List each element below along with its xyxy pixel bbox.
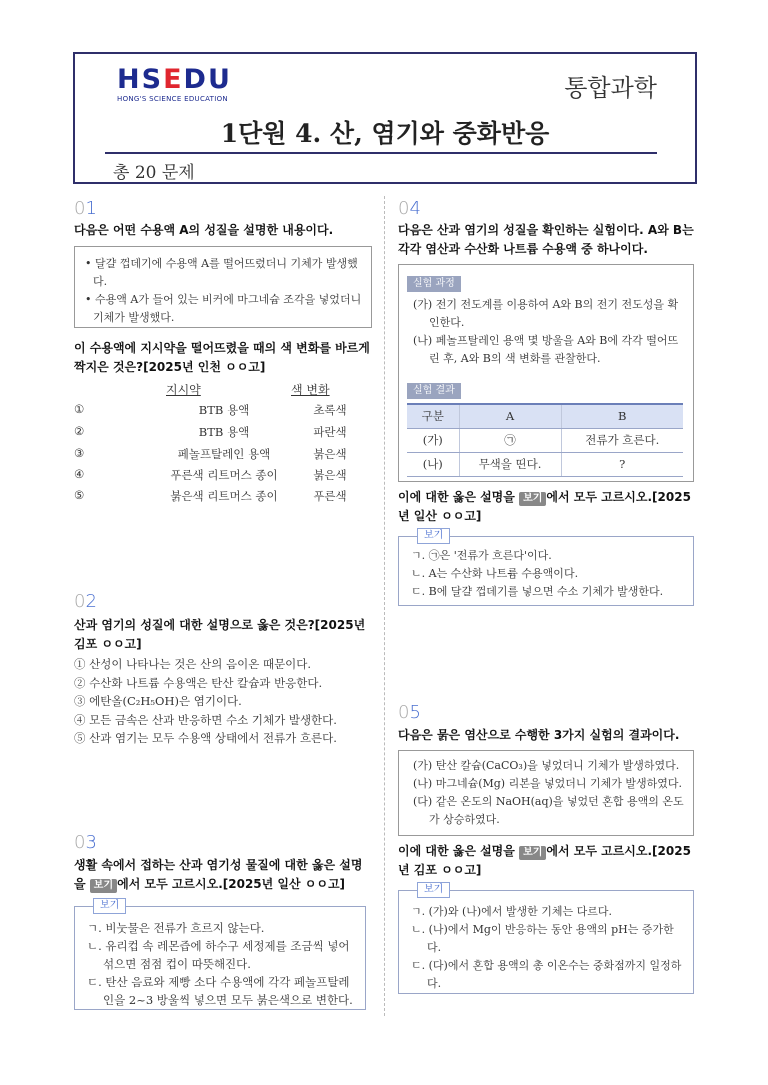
q4-bogi-item: ㄴ. A는 수산화 나트륨 수용액이다. (411, 567, 579, 580)
q5-question: 다음은 묽은 염산으로 수행한 3가지 실험의 결과이다. (398, 728, 680, 742)
q5-results-box (398, 750, 694, 836)
q4-question-2: 이에 대한 옳은 설명을 보기 에서 모두 고르시오.[2025년 일산 ㅇㅇ고] (398, 490, 691, 523)
process-step: (가) 전기 전도계를 이용하여 A와 B의 전기 전도성을 확인한다. (413, 298, 679, 329)
q4-experiment-box (398, 264, 694, 482)
q3-bogi-item: ㄱ. 비눗물은 전류가 흐르지 않는다. (87, 921, 265, 935)
q1-question: 다음은 어떤 수용액 A의 성질을 설명한 내용이다. (74, 223, 334, 237)
q5-bogi-box (398, 884, 694, 994)
header-divider (105, 152, 657, 154)
table-row: (나) 무색을 띤다. ? (407, 452, 683, 476)
q3-question: 생활 속에서 접하는 산과 염기성 물질에 대한 옳은 설명을 보기 에서 모두 고르시오.[2025년 일산 ㅇㅇ고] (74, 858, 363, 891)
q5-bogi-item: ㄴ. (나)에서 Mg이 반응하는 동안 용액의 pH는 증가한다. (411, 923, 674, 954)
question-number-01: 01 (74, 198, 97, 219)
q4-question: 다음은 산과 염기의 성질을 확인하는 실험이다. A와 B는 각각 염산과 수산화 나트륨 수용액 중 하나이다. (398, 223, 694, 256)
process-label: 실험 과정 (407, 276, 461, 292)
q1-bullet: • 수용액 A가 들어 있는 비커에 마그네슘 조각을 넣었더니 기체가 발생했다. (85, 293, 362, 324)
q5-question-2: 이에 대한 옳은 설명을 보기 에서 모두 고르시오.[2025년 김포 ㅇㅇ고] (398, 844, 691, 877)
table-header: A (459, 404, 561, 428)
logo-main: HSEDU (117, 64, 232, 95)
table-row: (가) ㉠ 전류가 흐른다. (407, 428, 683, 452)
bogi-badge: 보기 (90, 879, 117, 893)
question-number-05: 05 (398, 702, 421, 723)
q1-sub-question: 이 수용액에 지시약을 떨어뜨렸을 때의 색 변화를 바르게 짝지은 것은?[2025년 인천 ㅇㅇ고] (74, 341, 370, 374)
bogi-tag: 보기 (417, 882, 450, 898)
q3-bogi-item: ㄷ. 탄산 음료와 제빵 소다 수용액에 각각 페놀프탈레인을 2~3 방울씩 넣으면 모두 붉은색으로 변한다. (87, 975, 353, 1007)
question-number-03: 03 (74, 832, 97, 853)
column-divider (384, 196, 385, 1016)
question-number-04: 04 (398, 198, 421, 219)
header (73, 52, 697, 184)
q5-result: (다) 같은 온도의 NaOH(aq)을 넣었던 혼합 용액의 온도가 상승하였다. (413, 795, 684, 826)
bogi-badge: 보기 (519, 492, 546, 506)
result-table (407, 403, 683, 477)
q3-bogi-box (74, 900, 366, 1010)
q4-bogi-box (398, 530, 694, 606)
q2-options (74, 655, 374, 748)
q5-result: (나) 마그네슘(Mg) 리본을 넣었더니 기체가 발생하였다. (413, 777, 682, 790)
hsedu-logo (117, 66, 232, 103)
logo-sub: HONG'S SCIENCE EDUCATION (117, 95, 228, 103)
q2-option[interactable]: ① 산성이 나타나는 것은 산의 음이온 때문이다. (74, 657, 312, 671)
bogi-tag: 보기 (417, 528, 450, 544)
q5-bogi-item: ㄱ. (가)와 (나)에서 발생한 기체는 다르다. (411, 905, 613, 918)
col-indicator-header: 지시약 (166, 383, 201, 397)
bogi-badge: 보기 (519, 846, 546, 860)
table-header: B (561, 404, 683, 428)
q5-bogi-item: ㄷ. (다)에서 혼합 용액의 총 이온수는 중화점까지 일정하다. (411, 959, 682, 990)
col-color-header: 색 변화 (291, 383, 330, 397)
subject-title: 통합과학 (564, 74, 657, 102)
table-header: 구분 (407, 404, 459, 428)
q2-option[interactable]: ② 수산화 나트륨 수용액은 탄산 칼슘과 반응한다. (74, 675, 323, 690)
q2-option[interactable]: ③ 에탄올(C₂H₅OH)은 염기이다. (74, 694, 242, 708)
unit-title: 1단원 4. 산, 염기와 중화반응 (220, 119, 550, 148)
q1-info-box (74, 246, 372, 328)
process-step: (나) 페놀프탈레인 용액 몇 방울을 A와 B에 각각 떨어뜨린 후, A와 B의 색 변화를 관찰한다. (413, 334, 679, 365)
problem-count: 총 20 문제 (113, 163, 195, 183)
q4-bogi-item: ㄱ. ㉠은 '전류가 흐른다'이다. (411, 549, 552, 562)
q5-result: (가) 탄산 칼슘(CaCO₃)을 넣었더니 기체가 발생하였다. (413, 759, 680, 772)
result-label: 실험 결과 (407, 383, 461, 399)
q2-question: 산과 염기의 성질에 대한 설명으로 옳은 것은?[2025년 김포 ㅇㅇ고] (74, 618, 366, 651)
q2-option[interactable]: ⑤ 산과 염기는 모두 수용액 상태에서 전류가 흐른다. (74, 731, 337, 745)
bogi-tag: 보기 (93, 898, 126, 914)
q3-bogi-item: ㄴ. 유리컵 속 레몬즙에 하수구 세정제를 조금씩 넣어 섞으면 점점 컵이 따뜻해진다. (87, 939, 350, 971)
question-number-02: 02 (74, 591, 97, 612)
q1-bullet: • 달걀 껍데기에 수용액 A를 떨어뜨렸더니 기체가 발생했다. (85, 257, 358, 288)
q2-option[interactable]: ④ 모든 금속은 산과 반응하면 수소 기체가 발생한다. (74, 712, 337, 727)
q4-bogi-item: ㄷ. B에 달걀 껍데기를 넣으면 수소 기체가 발생한다. (411, 585, 664, 598)
